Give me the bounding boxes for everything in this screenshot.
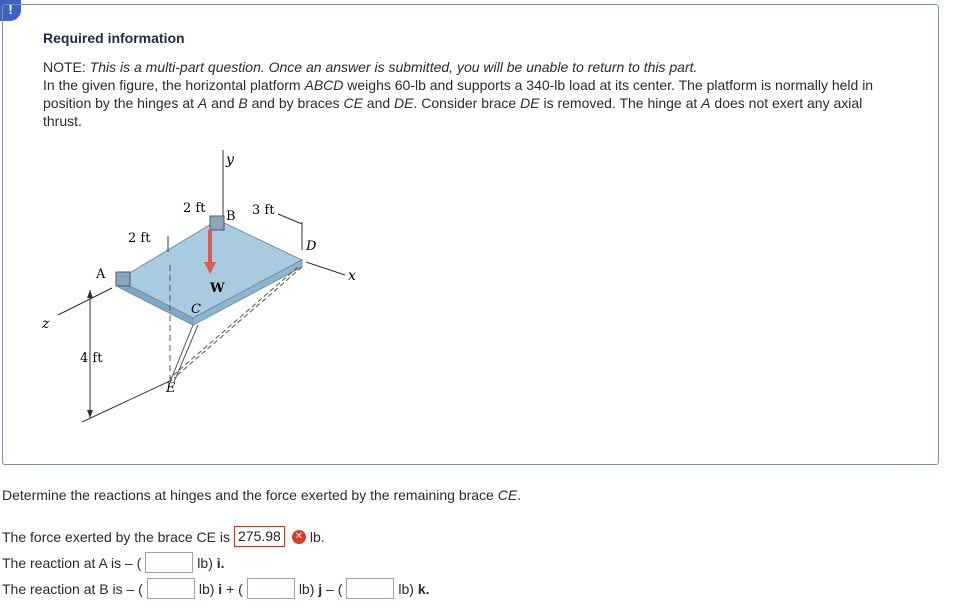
note-text: This is a multi-part question. Once an answer is submitted, you will be unable to return to this part. (89, 59, 698, 75)
problem-text (43, 76, 883, 130)
prompt-text: Determine the reactions at hinges and the force exerted by the remaining brace (2, 487, 498, 503)
reaction-b-row (2, 578, 430, 599)
dim-3ft-line (278, 214, 302, 224)
text-seg: DE (394, 95, 414, 111)
text-seg: and by braces (247, 95, 344, 111)
direction-k: k. (417, 580, 430, 597)
reaction-a-i-input[interactable] (145, 552, 193, 573)
plus-text: + ( (226, 580, 243, 597)
unit-text: lb) (198, 580, 215, 597)
dim-2ft-a-label: 2 ft (128, 231, 151, 246)
z-axis (58, 288, 112, 315)
point-C-label: C (191, 302, 201, 317)
reaction-b-i-input[interactable] (147, 578, 195, 599)
note-line (43, 58, 883, 76)
point-D-label: D (306, 239, 317, 254)
reaction-a-row (2, 552, 225, 573)
dim-2ft-b-label: 2 ft (183, 201, 206, 216)
load-W-label: W (210, 281, 225, 296)
prompt-text: CE (497, 487, 518, 503)
prompt-text: . (517, 487, 522, 503)
incorrect-icon: ✕ (292, 530, 306, 544)
text-seg: B (238, 95, 248, 111)
text-seg: CE (343, 95, 363, 111)
exclamation-icon: ! (8, 2, 13, 17)
unit-text: lb) (398, 580, 414, 597)
x-axis (306, 262, 345, 275)
point-E-label: E (166, 381, 176, 396)
note-prefix: NOTE: (43, 59, 90, 75)
question-prompt (2, 487, 521, 503)
hinge-B-icon (210, 216, 224, 230)
brace-CE (170, 325, 193, 382)
brace-CE-edge (174, 325, 198, 382)
z-axis-label: z (42, 316, 50, 332)
force-label: The force exerted by the brace CE is (2, 528, 230, 545)
direction-i: i (218, 580, 223, 597)
force-answer-field[interactable]: 275.98 (234, 526, 285, 547)
text-seg: is removed. The hinge at (539, 95, 702, 111)
minus-text: – ( (326, 580, 343, 597)
point-A-label: A (96, 267, 106, 282)
reaction-b-k-input[interactable] (346, 578, 394, 599)
ground-line (82, 380, 172, 422)
text-seg: ABCD (304, 77, 344, 93)
text-seg: A (197, 95, 208, 111)
platform-figure (40, 140, 380, 430)
text-seg: and (362, 95, 395, 111)
text-seg: weighs 60-lb and supports a 340-lb load at its center. The platform is normally held in position by the hinges at (43, 77, 874, 111)
reaction-b-label: The reaction at B is – ( (2, 580, 143, 597)
y-axis-label: y (226, 152, 234, 168)
required-info-title: Required information (43, 30, 185, 46)
x-axis-label: x (348, 268, 356, 284)
dim-arrow-top (87, 290, 93, 298)
dim-3ft-label: 3 ft (252, 203, 275, 218)
text-seg: and (207, 95, 239, 111)
unit-text: lb) (197, 554, 213, 571)
force-row (2, 526, 325, 547)
reaction-a-label: The reaction at A is – ( (2, 554, 142, 571)
unit-text: lb) (298, 580, 315, 597)
direction-j: j (318, 580, 323, 597)
force-unit: lb. (309, 528, 325, 545)
text-seg: does not exert any axial thrust. (43, 95, 863, 129)
problem-statement (43, 58, 883, 130)
point-B-label: B (226, 209, 236, 224)
text-seg: A (701, 95, 711, 111)
reaction-b-j-input[interactable] (247, 578, 295, 599)
direction-i: i. (216, 554, 225, 571)
text-seg: DE (520, 95, 540, 111)
hinge-A-icon (116, 272, 130, 286)
text-seg: . Consider brace (413, 95, 521, 111)
text-seg: In the given figure, the horizontal platform (43, 77, 305, 93)
dim-4ft-label: 4 ft (80, 351, 103, 366)
